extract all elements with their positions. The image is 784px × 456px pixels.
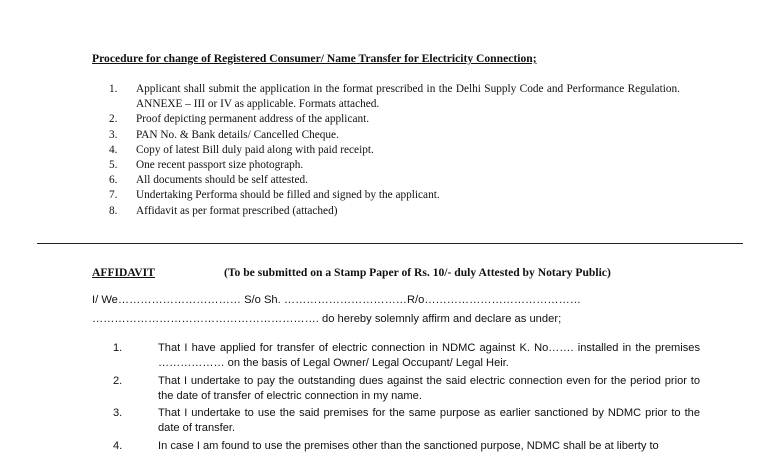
affidavit-item-number: 4. (113, 439, 123, 452)
procedure-item-text: Applicant shall submit the application in the format prescribed in the Delhi Supply Code and Performance Regulation. ANNEXE – III or IV as applicable. Formats attached. (136, 83, 680, 111)
affidavit-declaration-line: ……………………………………………………. do hereby solemnly affirm and declare as under; (92, 313, 562, 325)
procedure-item-number: 7. (109, 189, 118, 202)
procedure-title: Procedure for change of Registered Consumer/ Name Transfer for Electricity Connection; (92, 52, 537, 65)
procedure-item-number: 2. (109, 113, 118, 126)
procedure-item-text: Copy of latest Bill duly paid along with paid receipt. (136, 143, 374, 156)
procedure-item (108, 143, 680, 158)
procedure-item (108, 173, 680, 188)
affidavit-item (113, 374, 700, 405)
affidavit-item (113, 406, 700, 437)
procedure-item-number: 3. (109, 128, 118, 141)
affidavit-item-text: That I undertake to pay the outstanding dues against the said electric connection even for the period prior to the date of transfer of electric connection in my name. (158, 374, 700, 402)
procedure-item-text: PAN No. & Bank details/ Cancelled Cheque. (136, 128, 339, 141)
procedure-item (108, 112, 680, 127)
affidavit-item-number: 1. (113, 342, 123, 354)
procedure-item (108, 158, 680, 173)
procedure-item-text: Undertaking Performa should be filled and signed by the applicant. (136, 189, 440, 202)
procedure-item (108, 128, 680, 143)
affidavit-item (113, 439, 700, 454)
procedure-item-number: 4. (109, 143, 118, 156)
affidavit-item-text: In case I am found to use the premises other than the sanctioned purpose, NDMC shall be at liberty to (158, 439, 659, 452)
affidavit-header (92, 266, 611, 279)
affidavit-item (113, 341, 700, 372)
procedure-item-text: Proof depicting permanent address of the applicant. (136, 113, 370, 126)
section-divider (37, 243, 743, 244)
procedure-item-number: 1. (109, 83, 118, 95)
affidavit-item-number: 2. (113, 374, 123, 387)
procedure-item (108, 82, 680, 112)
procedure-item-text: One recent passport size photograph. (136, 159, 304, 172)
affidavit-stamp-note: (To be submitted on a Stamp Paper of Rs. 10/- duly Attested by Notary Public) (224, 266, 611, 279)
procedure-item-number: 5. (109, 159, 118, 172)
affidavit-item-text: That I have applied for transfer of electric connection in NDMC against K. No……. installed in the premises ……………… on the basis of Legal Owner/ Legal Occupant/ Legal Heir. (158, 342, 700, 370)
procedure-item (108, 204, 680, 219)
procedure-item-number: 8. (109, 204, 118, 217)
procedure-item-text: All documents should be self attested. (136, 174, 308, 187)
procedure-item-number: 6. (109, 174, 118, 187)
procedure-item-text: Affidavit as per format prescribed (attached) (136, 204, 338, 217)
affidavit-item-text: That I undertake to use the said premises for the same purpose as earlier sanctioned by NDMC prior to the date of transfer. (158, 407, 700, 435)
affidavit-title: AFFIDAVIT (92, 266, 155, 279)
affidavit-item-number: 3. (113, 407, 123, 420)
procedure-item (108, 188, 680, 203)
affidavit-declarant-line: I/ We…………………………… S/o Sh. ……………………………R/o…………………………………… (92, 294, 581, 306)
affidavit-list (113, 341, 700, 456)
procedure-list (108, 82, 680, 219)
